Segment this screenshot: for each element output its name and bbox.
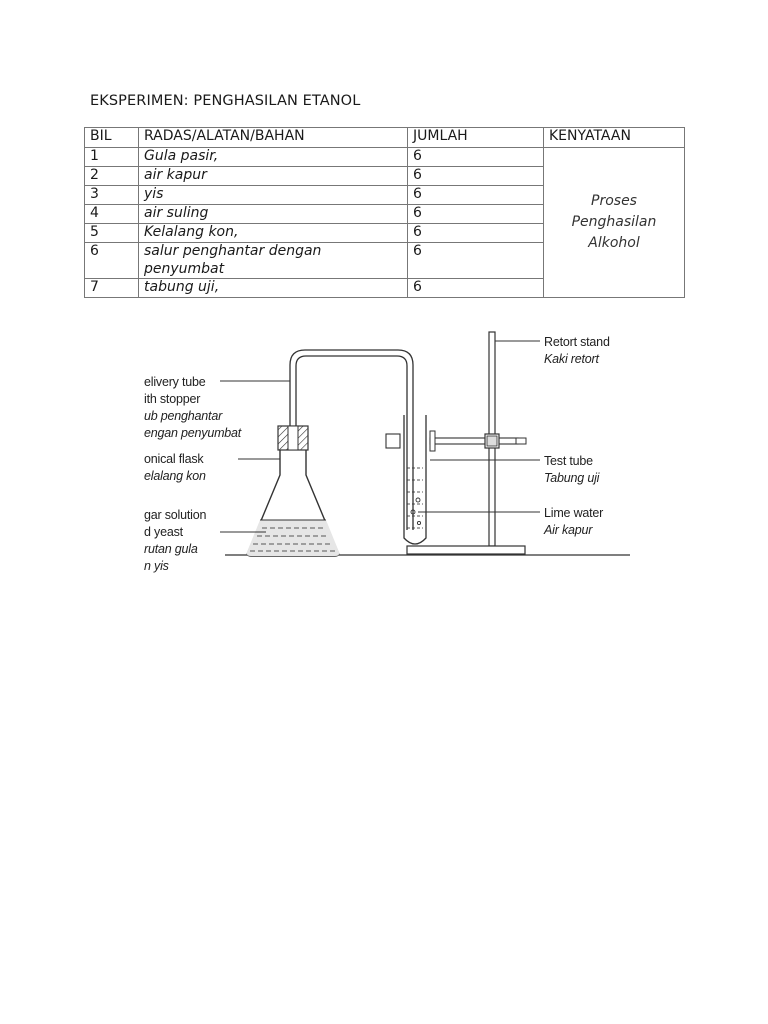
page-title: EKSPERIMEN: PENGHASILAN ETANOL — [90, 93, 361, 109]
fermentation-apparatus-diagram — [130, 330, 640, 580]
row-number: 3 — [85, 186, 139, 205]
row-number: 6 — [85, 243, 139, 279]
label-lime-water-ms: Air kapur — [544, 523, 593, 537]
table-header-row — [85, 128, 685, 148]
label-delivery-tube-en: ith stopper — [144, 392, 201, 406]
label-delivery-tube-ms: engan penyumbat — [144, 426, 242, 440]
label-retort-stand-en: Retort stand — [544, 335, 610, 349]
row-item: air suling — [139, 205, 408, 224]
row-item: Gula pasir, — [139, 148, 408, 167]
apparatus-table — [84, 127, 685, 298]
row-number: 5 — [85, 224, 139, 243]
header-qty: JUMLAH — [408, 128, 544, 148]
row-quantity: 6 — [408, 243, 544, 279]
row-quantity: 6 — [408, 224, 544, 243]
label-test-tube-en: Test tube — [544, 454, 593, 468]
table-row — [85, 148, 685, 167]
label-sugar-solution-ms: n yis — [144, 559, 169, 573]
label-conical-flask-en: onical flask — [144, 452, 204, 466]
label-conical-flask-ms: elalang kon — [144, 469, 206, 483]
row-quantity: 6 — [408, 186, 544, 205]
header-item: RADAS/ALATAN/BAHAN — [139, 128, 408, 148]
label-delivery-tube-en: elivery tube — [144, 375, 206, 389]
remark-cell — [544, 148, 685, 298]
label-retort-stand-ms: Kaki retort — [544, 352, 599, 366]
row-item: air kapur — [139, 167, 408, 186]
header-remark: KENYATAAN — [544, 128, 685, 148]
row-number: 4 — [85, 205, 139, 224]
row-item: yis — [139, 186, 408, 205]
row-number: 1 — [85, 148, 139, 167]
label-delivery-tube-ms: ub penghantar — [144, 409, 223, 423]
row-item-line: salur penghantar dengan — [144, 243, 322, 259]
remark-line: Proses — [591, 193, 637, 209]
remark-line: Alkohol — [588, 235, 640, 251]
label-test-tube-ms: Tabung uji — [544, 471, 600, 485]
row-number: 2 — [85, 167, 139, 186]
header-bil: BIL — [85, 128, 139, 148]
row-number: 7 — [85, 279, 139, 298]
row-quantity: 6 — [408, 279, 544, 298]
label-sugar-solution-en: gar solution — [144, 508, 207, 522]
label-sugar-solution-ms: rutan gula — [144, 542, 198, 556]
row-quantity: 6 — [408, 205, 544, 224]
label-lime-water-en: Lime water — [544, 506, 604, 520]
row-item-line: penyumbat — [144, 260, 225, 277]
remark-line: Penghasilan — [571, 214, 657, 230]
row-item: Kelalang kon, — [139, 224, 408, 243]
row-quantity: 6 — [408, 148, 544, 167]
label-sugar-solution-en: d yeast — [144, 525, 183, 539]
row-item — [139, 243, 408, 279]
conical-flask — [247, 426, 339, 556]
row-item: tabung uji, — [139, 279, 408, 298]
row-quantity: 6 — [408, 167, 544, 186]
